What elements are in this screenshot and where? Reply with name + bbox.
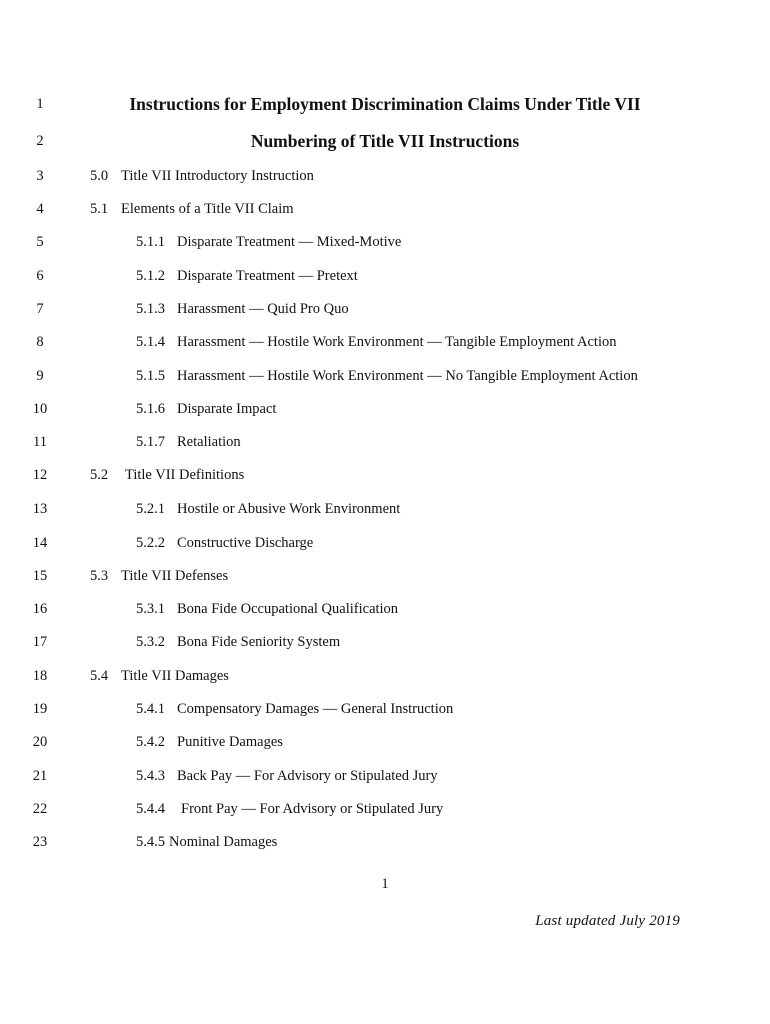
section-number: 5.1.1 — [136, 234, 165, 250]
section-number: 5.4.4 — [136, 801, 165, 817]
toc-entry — [136, 797, 443, 821]
section-number: 5.0 — [90, 168, 109, 184]
line-number: 12 — [32, 467, 48, 483]
toc-entry — [90, 463, 244, 487]
toc-entry — [136, 597, 398, 621]
document-line — [0, 264, 770, 288]
document-line — [0, 397, 770, 421]
toc-entry — [136, 497, 400, 521]
section-title: Harassment — Quid Pro Quo — [177, 301, 349, 317]
toc-entry — [90, 197, 294, 221]
toc-entry — [136, 830, 277, 854]
toc-entry — [136, 430, 241, 454]
section-title: Compensatory Damages — General Instruction — [177, 701, 454, 717]
section-number: 5.4.1 — [136, 701, 165, 717]
section-number: 5.3 — [90, 568, 109, 584]
line-number: 22 — [32, 801, 48, 817]
section-number: 5.4.2 — [136, 734, 165, 750]
toc-entry — [136, 397, 276, 421]
section-number: 5.3.2 — [136, 634, 165, 650]
document-line — [0, 497, 770, 521]
document-line — [0, 364, 770, 388]
document-title: Instructions for Employment Discrimination Claims Under Title VII — [129, 94, 641, 114]
toc-entry — [136, 364, 638, 388]
line-number: 13 — [32, 501, 48, 517]
document-line — [0, 463, 770, 487]
section-title: Bona Fide Seniority System — [177, 634, 341, 650]
section-number: 5.1.6 — [136, 401, 165, 417]
section-title: Harassment — Hostile Work Environment — Tangible Employment Action — [177, 334, 617, 350]
line-number: 1 — [36, 96, 44, 112]
section-number: 5.4 — [90, 668, 109, 684]
toc-entry — [90, 164, 314, 188]
toc-entry — [90, 564, 228, 588]
toc-entry — [136, 697, 453, 721]
section-number: 5.1 — [90, 201, 109, 217]
section-title: Front Pay — For Advisory or Stipulated Jury — [181, 801, 444, 817]
document-subtitle: Numbering of Title VII Instructions — [250, 131, 520, 151]
section-number: 5.1.5 — [136, 368, 165, 384]
toc-entry — [136, 531, 313, 555]
section-title: Title VII Defenses — [121, 568, 229, 584]
document-line — [0, 430, 770, 454]
line-number: 14 — [32, 535, 48, 551]
line-number: 7 — [36, 301, 44, 317]
document-line — [0, 330, 770, 354]
toc-entry — [136, 630, 340, 654]
document-line — [0, 164, 770, 188]
line-number: 10 — [32, 401, 48, 417]
toc-entry — [90, 664, 229, 688]
section-number: 5.2.1 — [136, 501, 165, 517]
section-title: Elements of a Title VII Claim — [121, 201, 294, 217]
document-line — [0, 597, 770, 621]
line-number: 23 — [32, 834, 48, 850]
section-title: Disparate Treatment — Mixed-Motive — [177, 234, 402, 250]
section-number: 5.2.2 — [136, 535, 165, 551]
section-number: 5.1.4 — [136, 334, 165, 350]
last-updated-footer: Last updated July 2019 — [535, 913, 680, 929]
toc-entry — [136, 297, 349, 321]
toc-entry — [136, 330, 616, 354]
section-title: Hostile or Abusive Work Environment — [177, 501, 401, 517]
section-title: Harassment — Hostile Work Environment — No Tangible Employment Action — [177, 368, 638, 384]
document-line — [0, 564, 770, 588]
section-number: 5.2 — [90, 467, 109, 483]
section-title: Title VII Damages — [121, 668, 229, 684]
document-line — [0, 830, 770, 854]
line-number: 6 — [36, 268, 44, 284]
section-title: Constructive Discharge — [177, 535, 314, 551]
document-line — [0, 531, 770, 555]
line-number: 18 — [32, 668, 48, 684]
line-number: 4 — [36, 201, 44, 217]
toc-entry — [136, 230, 401, 254]
document-line — [0, 730, 770, 754]
line-number: 21 — [32, 768, 48, 784]
section-number: 5.1.3 — [136, 301, 165, 317]
document-line — [0, 630, 770, 654]
section-title: Title VII Introductory Instruction — [121, 168, 314, 184]
line-number: 3 — [36, 168, 44, 184]
document-line — [0, 92, 770, 116]
section-title: Punitive Damages — [177, 734, 283, 750]
toc-entry — [136, 264, 358, 288]
document-line — [0, 230, 770, 254]
section-number: 5.3.1 — [136, 601, 165, 617]
document-line — [0, 697, 770, 721]
line-number: 9 — [36, 368, 44, 384]
document-line — [0, 297, 770, 321]
section-title: Bona Fide Occupational Qualification — [177, 601, 399, 617]
line-number: 16 — [32, 601, 48, 617]
line-number: 5 — [36, 234, 44, 250]
line-number: 11 — [33, 434, 47, 450]
section-title: Back Pay — For Advisory or Stipulated Jury — [177, 768, 438, 784]
section-number: 5.4.3 — [136, 768, 165, 784]
line-number: 15 — [32, 568, 48, 584]
line-number: 20 — [32, 734, 48, 750]
section-title: Title VII Definitions — [125, 467, 245, 483]
document-line — [0, 197, 770, 221]
section-number: 5.4.5 — [136, 834, 165, 850]
line-number: 2 — [36, 133, 44, 149]
document-line — [0, 797, 770, 821]
section-number: 5.1.7 — [136, 434, 165, 450]
document-line — [0, 764, 770, 788]
line-number: 8 — [36, 334, 44, 350]
toc-entry — [136, 730, 283, 754]
document-line — [0, 129, 770, 153]
section-title: Retaliation — [177, 434, 241, 450]
line-number: 17 — [32, 634, 48, 650]
toc-entry — [136, 764, 438, 788]
section-title: Disparate Impact — [177, 401, 277, 417]
document-line — [0, 664, 770, 688]
page-number: 1 — [381, 876, 389, 892]
section-title: Disparate Treatment — Pretext — [177, 268, 358, 284]
line-number: 19 — [32, 701, 48, 717]
section-number: 5.1.2 — [136, 268, 165, 284]
section-title: Nominal Damages — [169, 834, 278, 850]
